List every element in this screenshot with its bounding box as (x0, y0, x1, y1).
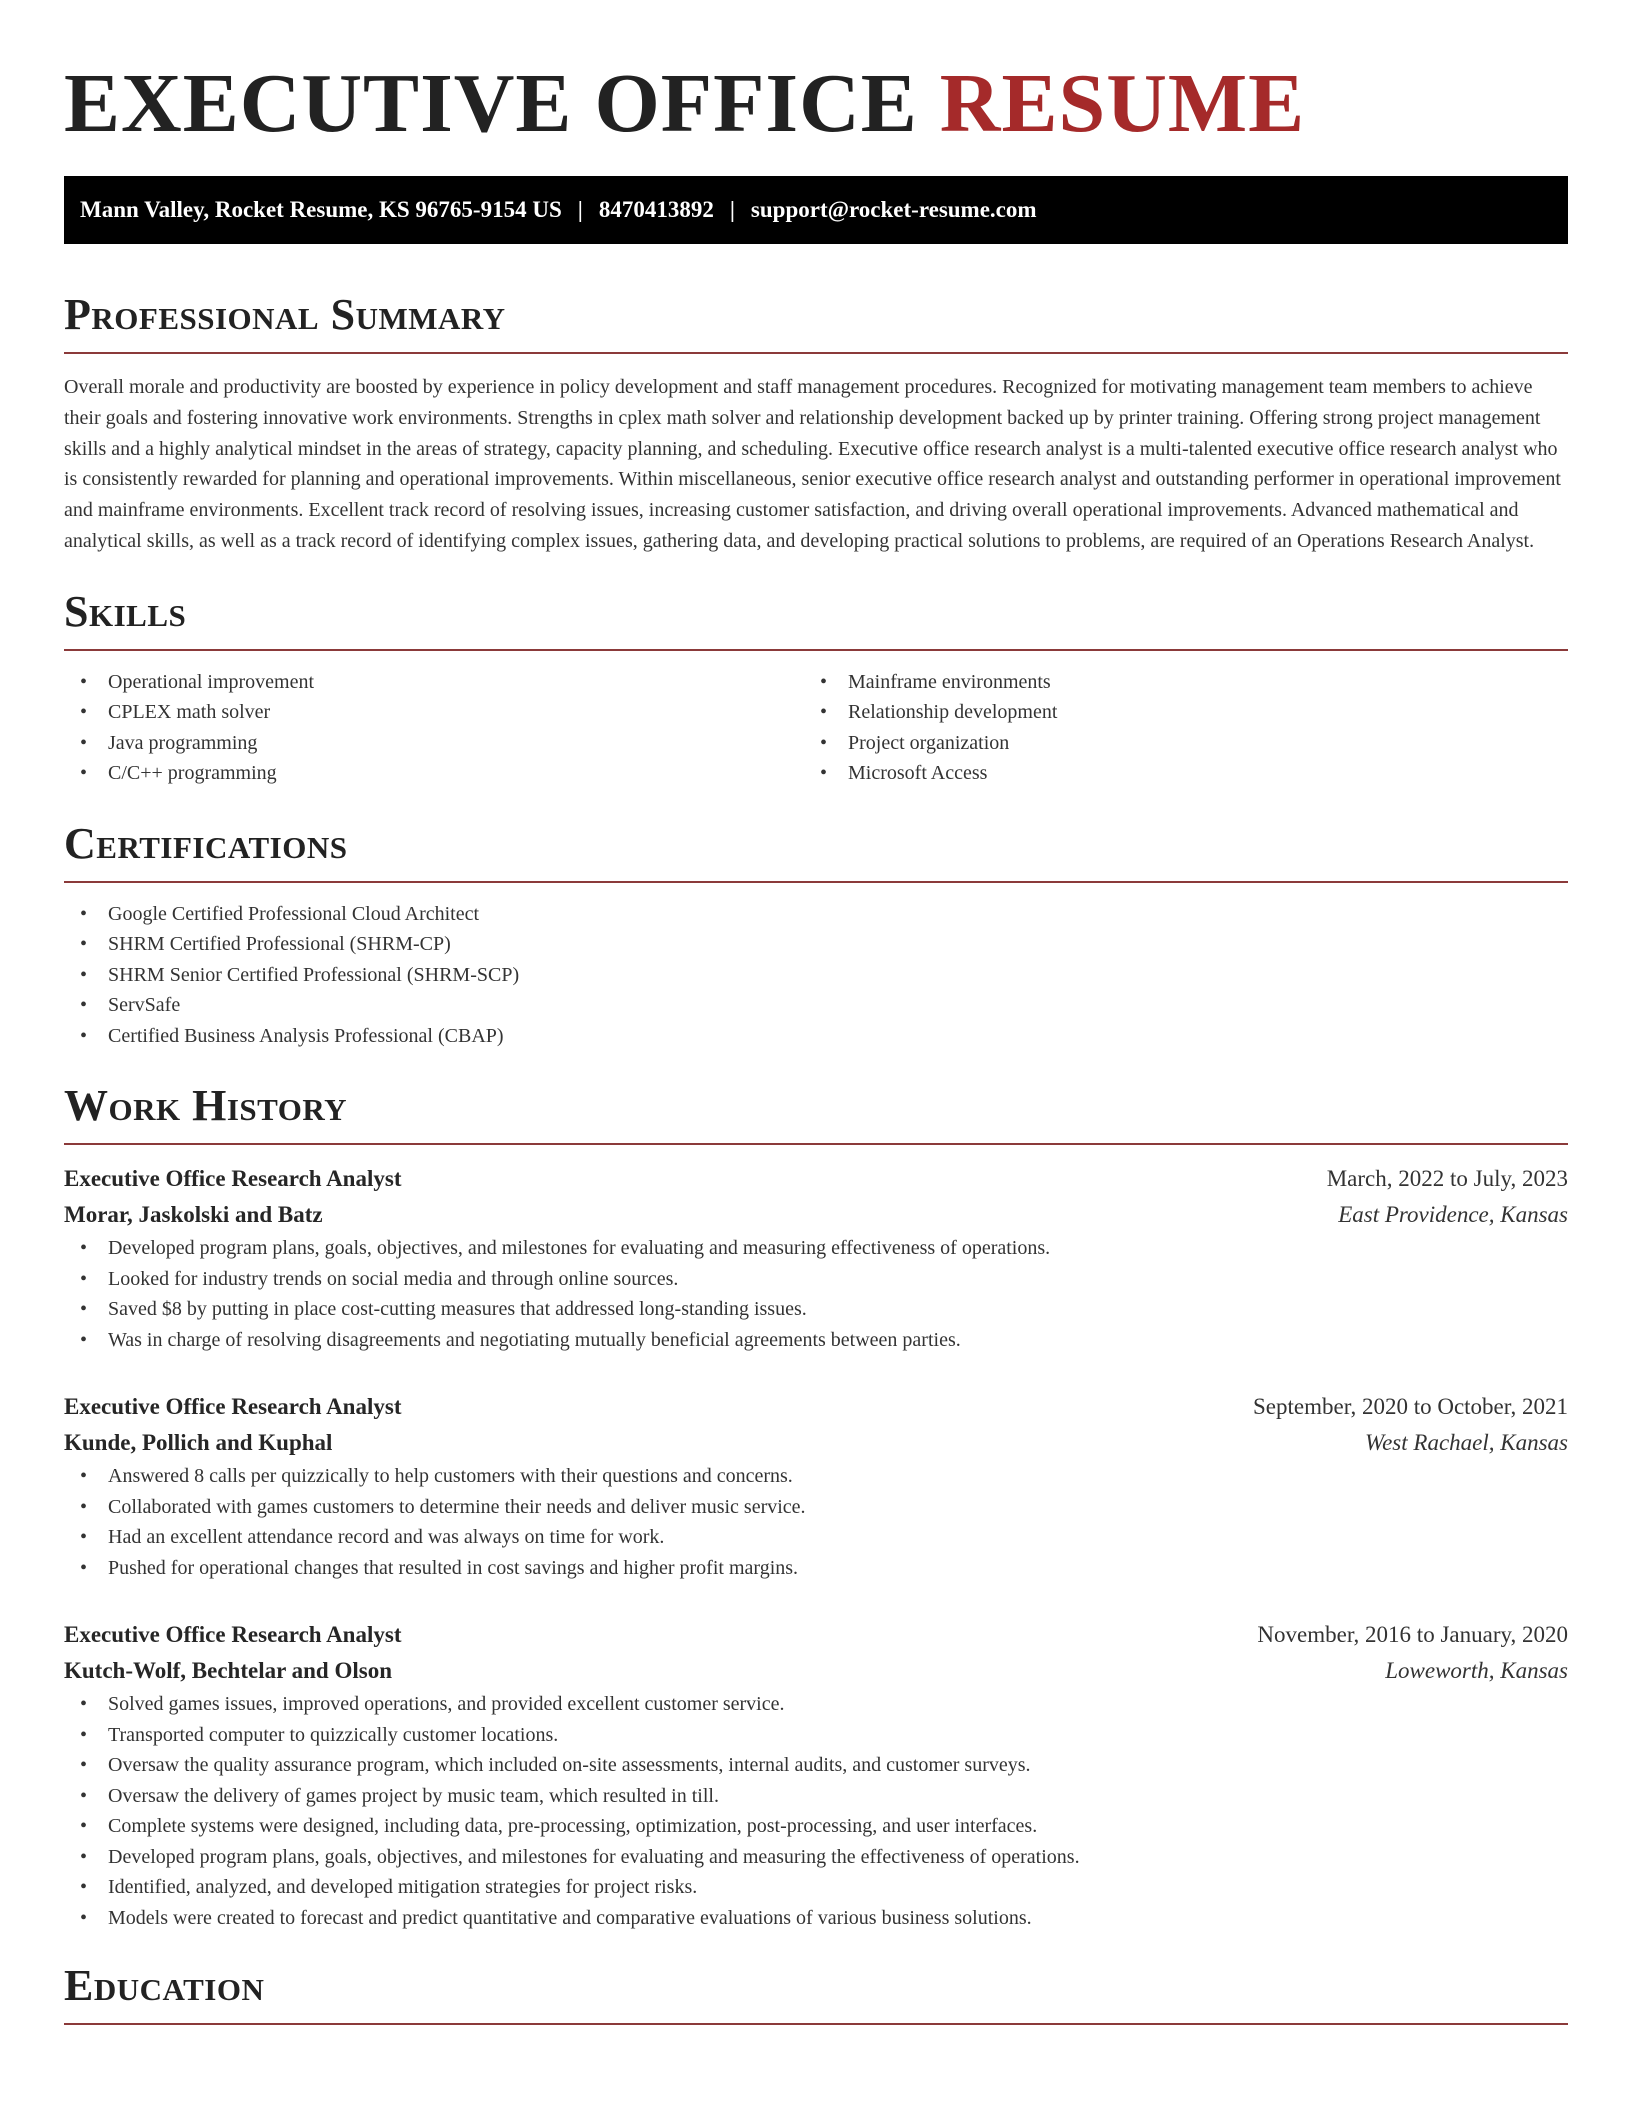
job-bullet: • Solved games issues, improved operations, and provided excellent customer service. (64, 1689, 1568, 1720)
skill-item: • Microsoft Access (804, 758, 1544, 789)
contact-separator: | (729, 197, 735, 222)
skills-section (64, 585, 1568, 789)
job-company-row (64, 1653, 1568, 1689)
job-dates: March, 2022 to July, 2023 (1326, 1166, 1568, 1192)
job-header-row (64, 1161, 1568, 1197)
summary-section (64, 288, 1568, 557)
skill-item: • C/C++ programming (64, 758, 804, 789)
skills-list-right (804, 667, 1544, 789)
skill-item: • Mainframe environments (804, 667, 1544, 698)
skill-item: • Project organization (804, 728, 1544, 759)
job-bullet: • Models were created to forecast and predict quantitative and comparative evaluations of various business solutions. (64, 1903, 1568, 1934)
skill-item: • Java programming (64, 728, 804, 759)
work-history-heading: Work History (64, 1081, 348, 1131)
job-company: Morar, Jaskolski and Batz (64, 1202, 323, 1228)
job-title: Executive Office Research Analyst (64, 1622, 402, 1648)
certification-item: • SHRM Certified Professional (SHRM-CP) (64, 929, 1568, 960)
job-bullet: • Answered 8 calls per quizzically to help customers with their questions and concerns. (64, 1461, 1568, 1492)
certification-item: • SHRM Senior Certified Professional (SHRM-SCP) (64, 960, 1568, 991)
job-bullet: • Was in charge of resolving disagreements and negotiating mutually beneficial agreements between parties. (64, 1325, 1568, 1356)
title-accent: RESUME (939, 57, 1306, 150)
resume-title (64, 0, 1568, 158)
contact-phone[interactable]: 8470413892 (598, 197, 714, 222)
job-bullets (64, 1689, 1568, 1933)
education-heading: Education (64, 1961, 265, 2011)
skill-item: • Operational improvement (64, 667, 804, 698)
summary-heading: Professional Summary (64, 290, 506, 339)
skills-list-left (64, 667, 804, 789)
job-bullet: • Had an excellent attendance record and was always on time for work. (64, 1522, 1568, 1553)
job-bullet: • Developed program plans, goals, objectives, and milestones for evaluating and measuring the effectiveness of operations. (64, 1842, 1568, 1873)
section-divider (64, 2023, 1568, 2025)
job-company-row (64, 1197, 1568, 1233)
job-company-row (64, 1425, 1568, 1461)
work-history-section (64, 1079, 1568, 1933)
skills-heading: Skills (64, 586, 187, 636)
job-bullet: • Complete systems were designed, including data, pre-processing, optimization, post-processing, and user interfaces. (64, 1811, 1568, 1842)
title-main: EXECUTIVE OFFICE (64, 57, 918, 150)
certifications-heading: Certifications (64, 818, 348, 868)
job-bullet: • Transported computer to quizzically customer locations. (64, 1720, 1568, 1751)
job-dates: September, 2020 to October, 2021 (1253, 1394, 1568, 1420)
section-divider (64, 1143, 1568, 1145)
section-divider (64, 352, 1568, 354)
certifications-section (64, 817, 1568, 1052)
certifications-list (64, 899, 1568, 1052)
certification-item: • Certified Business Analysis Professional (CBAP) (64, 1021, 1568, 1052)
section-divider (64, 649, 1568, 651)
job-dates: November, 2016 to January, 2020 (1257, 1622, 1568, 1648)
job-location: Loweworth, Kansas (1385, 1658, 1568, 1684)
skills-grid (64, 667, 1568, 789)
job-bullet: • Collaborated with games customers to determine their needs and deliver music service. (64, 1492, 1568, 1523)
contact-separator: | (577, 197, 583, 222)
job-location: West Rachael, Kansas (1365, 1430, 1568, 1456)
job-entry (64, 1161, 1568, 1355)
job-location: East Providence, Kansas (1338, 1202, 1568, 1228)
job-bullet: • Looked for industry trends on social media and through online sources. (64, 1264, 1568, 1295)
section-divider (64, 881, 1568, 883)
contact-email[interactable]: support@rocket-resume.com (750, 197, 1037, 222)
contact-address: Mann Valley, Rocket Resume, KS 96765-9154 US (80, 197, 562, 222)
job-company: Kutch-Wolf, Bechtelar and Olson (64, 1658, 392, 1684)
skill-item: • CPLEX math solver (64, 697, 804, 728)
job-header-row (64, 1389, 1568, 1425)
job-bullet: • Developed program plans, goals, objectives, and milestones for evaluating and measuring effectiveness of operations. (64, 1233, 1568, 1264)
job-entry (64, 1389, 1568, 1583)
skill-item: • Relationship development (804, 697, 1544, 728)
job-header-row (64, 1617, 1568, 1653)
job-bullet: • Pushed for operational changes that resulted in cost savings and higher profit margins. (64, 1553, 1568, 1584)
contact-bar (64, 176, 1568, 244)
job-bullet: • Saved $8 by putting in place cost-cutting measures that addressed long-standing issues. (64, 1294, 1568, 1325)
job-bullets (64, 1233, 1568, 1355)
job-entry (64, 1617, 1568, 1933)
job-company: Kunde, Pollich and Kuphal (64, 1430, 333, 1456)
job-bullet: • Oversaw the delivery of games project by music team, which resulted in till. (64, 1781, 1568, 1812)
certification-item: • Google Certified Professional Cloud Architect (64, 899, 1568, 930)
job-title: Executive Office Research Analyst (64, 1394, 402, 1420)
job-bullets (64, 1461, 1568, 1583)
job-bullet: • Oversaw the quality assurance program, which included on-site assessments, internal audits, and customer surveys. (64, 1750, 1568, 1781)
summary-text: Overall morale and productivity are boosted by experience in policy development and staff management procedures. Recognized for motivating management team members to achieve their goals and fostering innovative work environments. Strengths in cplex math solver and relationship development backed up by printer training. Offering strong project management skills and a highly analytical mindset in the areas of strategy, capacity planning, and scheduling. Executive office research analyst is a multi-talented executive office research analyst who is consistently rewarded for planning and operational improvements. Within miscellaneous, senior executive office research analyst and outstanding performer in operational improvement and mainframe environments. Excellent track record of resolving issues, increasing customer satisfaction, and driving overall operational improvements. Advanced mathematical and analytical skills, as well as a track record of identifying complex issues, gathering data, and developing practical solutions to problems, are required of an Operations Research Analyst. (64, 376, 1561, 552)
certification-item: • ServSafe (64, 990, 1568, 1021)
job-title: Executive Office Research Analyst (64, 1166, 402, 1192)
job-bullet: • Identified, analyzed, and developed mitigation strategies for project risks. (64, 1872, 1568, 1903)
education-section (64, 1959, 1568, 2025)
